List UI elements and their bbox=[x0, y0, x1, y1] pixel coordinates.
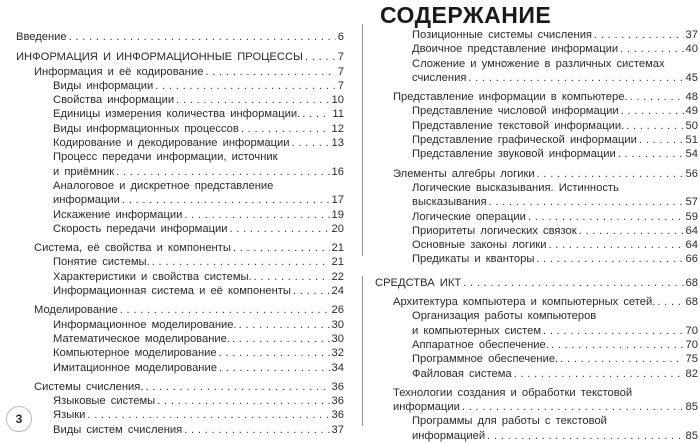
toc-entry-title: Информационная система и её компоненты bbox=[53, 285, 291, 298]
toc-entry-title: информации bbox=[393, 401, 460, 414]
toc-entry[interactable] bbox=[16, 380, 344, 394]
toc-entry-title: Характеристики и свойства системы. bbox=[53, 270, 252, 283]
toc-entry-title: Компьютерное моделирование bbox=[53, 347, 217, 360]
toc-entry-title: Языки bbox=[53, 409, 86, 422]
toc-entry-title: Кодирование и декодирование информации bbox=[53, 137, 290, 150]
toc-entry-title: Языковые системы bbox=[53, 395, 156, 408]
dot-leader bbox=[233, 241, 330, 255]
toc-entry-page: 40 bbox=[685, 43, 698, 56]
toc-entry-page: 57 bbox=[685, 196, 698, 209]
dot-leader bbox=[232, 332, 330, 346]
toc-entry[interactable] bbox=[375, 167, 698, 181]
toc-entry-page: 30 bbox=[331, 318, 344, 331]
toc-entry-page: 51 bbox=[685, 134, 698, 147]
dot-leader bbox=[184, 423, 329, 437]
toc-entry-title: Элементы алгебры логики bbox=[393, 167, 535, 180]
dot-leader bbox=[594, 28, 684, 42]
toc-entry-title: Приоритеты логических связок bbox=[412, 224, 577, 237]
toc-entry-title: Файловая система bbox=[412, 367, 512, 380]
dot-leader bbox=[116, 165, 329, 179]
toc-entry[interactable] bbox=[16, 332, 344, 346]
toc-entry-title: СРЕДСТВА ИКТ bbox=[375, 276, 462, 289]
toc-entry-title: Представление звуковой информации bbox=[412, 148, 616, 161]
dot-leader bbox=[487, 429, 683, 443]
toc-entry-page: 37 bbox=[685, 29, 698, 41]
toc-entry[interactable] bbox=[16, 50, 344, 64]
toc-entry[interactable] bbox=[16, 122, 344, 136]
toc-entry[interactable] bbox=[375, 309, 698, 338]
toc-entry[interactable] bbox=[375, 224, 698, 238]
toc-entry-title: Представление числовой информации bbox=[412, 105, 619, 118]
toc-entry-page: 36 bbox=[331, 380, 344, 393]
dot-leader bbox=[551, 338, 684, 352]
toc-entry-page: 64 bbox=[685, 224, 698, 237]
dot-leader bbox=[152, 255, 330, 269]
toc-entry-page: 34 bbox=[331, 361, 344, 374]
toc-entry-page: 82 bbox=[685, 367, 698, 380]
toc-entry-title: Введение bbox=[16, 31, 67, 43]
toc-entry[interactable] bbox=[375, 42, 698, 56]
toc-entry-title: Позиционные системы счисления bbox=[412, 29, 592, 41]
toc-entry[interactable] bbox=[16, 284, 344, 298]
toc-entry-title: Система, её свойства и компоненты bbox=[34, 242, 231, 255]
toc-entry-page: 19 bbox=[331, 208, 344, 221]
toc-entry[interactable] bbox=[375, 147, 698, 161]
dot-leader bbox=[302, 107, 330, 121]
dot-leader bbox=[219, 361, 330, 375]
toc-entry-page: 68 bbox=[685, 296, 698, 309]
toc-entry-page: 11 bbox=[332, 108, 344, 121]
toc-entry[interactable] bbox=[375, 28, 698, 42]
toc-entry-title: Виды систем счисления bbox=[53, 423, 183, 436]
dot-leader bbox=[145, 380, 329, 394]
toc-entry[interactable] bbox=[16, 346, 344, 360]
toc-entry-title: Сложение и умножение в различных системах bbox=[412, 57, 665, 70]
toc-entry-page: 30 bbox=[331, 332, 344, 345]
toc-entry-title: Математическое моделирование. bbox=[53, 332, 230, 345]
toc-entry-page: 6 bbox=[337, 31, 344, 43]
toc-entry-page: 21 bbox=[331, 256, 344, 269]
page-title: СОДЕРЖАНИЕ bbox=[380, 2, 552, 28]
toc-entry-title: и приёмник bbox=[53, 165, 115, 178]
column-divider bbox=[362, 276, 363, 426]
toc-entry-title: Аналоговое и дискретное представление bbox=[53, 179, 274, 192]
dot-leader bbox=[626, 119, 683, 133]
toc-entry[interactable] bbox=[375, 295, 698, 309]
toc-entry[interactable] bbox=[16, 303, 344, 317]
dot-leader bbox=[155, 79, 335, 93]
toc-entry-page: 48 bbox=[685, 91, 698, 104]
toc-entry[interactable] bbox=[16, 30, 344, 44]
dot-leader bbox=[157, 394, 329, 408]
toc-entry-page: 7 bbox=[337, 51, 344, 64]
dot-leader bbox=[254, 270, 330, 284]
dot-leader bbox=[630, 90, 684, 104]
toc-entry-page: 70 bbox=[685, 324, 698, 337]
dot-leader bbox=[462, 400, 684, 414]
toc-entry-title: Организация работы компьютеров bbox=[412, 310, 597, 323]
toc-entry-page: 54 bbox=[685, 148, 698, 161]
toc-entry[interactable] bbox=[375, 133, 698, 147]
toc-entry-page: 70 bbox=[685, 338, 698, 351]
toc-entry-title: Имитационное моделирование bbox=[53, 361, 217, 374]
dot-leader bbox=[537, 167, 684, 181]
dot-leader bbox=[560, 352, 683, 366]
dot-leader bbox=[548, 238, 683, 252]
dot-leader bbox=[122, 193, 330, 207]
dot-leader bbox=[621, 104, 684, 118]
toc-entry[interactable] bbox=[375, 414, 698, 443]
toc-entry[interactable] bbox=[375, 276, 698, 290]
toc-entry-title: Технологии создания и обработки текстовой bbox=[393, 386, 633, 399]
toc-entry-page: 50 bbox=[685, 119, 698, 132]
toc-entry-title: счисления bbox=[412, 71, 467, 84]
toc-entry-page: 22 bbox=[331, 270, 344, 283]
toc-entry-title: Свойства информации bbox=[53, 94, 175, 107]
toc-entry-title: Программное обеспечение. bbox=[412, 353, 559, 366]
toc-entry[interactable] bbox=[16, 241, 344, 255]
toc-entry-page: 49 bbox=[685, 105, 698, 118]
toc-entry-title: Информация и её кодирование bbox=[34, 65, 204, 78]
toc-entry[interactable] bbox=[16, 179, 344, 208]
toc-entry[interactable] bbox=[16, 208, 344, 222]
toc-entry[interactable] bbox=[16, 255, 344, 269]
toc-entry-page: 36 bbox=[331, 395, 344, 408]
dot-leader bbox=[536, 252, 683, 266]
toc-entry[interactable] bbox=[16, 222, 344, 236]
toc-entry-page: 85 bbox=[685, 429, 698, 442]
toc-entry-title: Системы счисления. bbox=[34, 380, 144, 393]
toc-entry-title: Информационное моделирование. bbox=[53, 318, 237, 331]
toc-entry-page: 12 bbox=[331, 122, 344, 135]
toc-entry-page: 36 bbox=[331, 409, 344, 422]
toc-entry-page: 16 bbox=[331, 165, 344, 178]
toc-entry-page: 32 bbox=[331, 347, 344, 360]
toc-entry-title: Виды информации bbox=[53, 79, 154, 92]
toc-entry-title: Единицы измерения количества информации. bbox=[53, 108, 301, 121]
dot-leader bbox=[176, 93, 329, 107]
toc-entry[interactable] bbox=[375, 104, 698, 118]
column-divider bbox=[362, 24, 363, 256]
toc-entry-page: 7 bbox=[337, 65, 344, 78]
dot-leader bbox=[579, 224, 684, 238]
dot-leader bbox=[620, 42, 683, 56]
toc-entry-title: Архитектура компьютера и компьютерных сетей. bbox=[393, 296, 656, 309]
toc-entry-page: 68 bbox=[685, 276, 698, 289]
toc-entry-page: 59 bbox=[685, 210, 698, 223]
dot-leader bbox=[468, 71, 683, 85]
toc-entry-title: Основные законы логики bbox=[412, 239, 547, 252]
dot-leader bbox=[87, 408, 329, 422]
toc-entry-page: 17 bbox=[331, 194, 344, 207]
dot-leader bbox=[543, 324, 684, 338]
toc-entry[interactable] bbox=[375, 338, 698, 352]
toc-entry-title: Логические операции bbox=[412, 210, 526, 223]
toc-entry-title: Программы для работы с текстовой bbox=[412, 415, 607, 428]
toc-left-column bbox=[16, 30, 344, 437]
toc-entry-page: 37 bbox=[331, 423, 344, 436]
toc-entry-page: 13 bbox=[331, 137, 344, 150]
toc-entry-title: и компьютерных систем bbox=[412, 324, 542, 337]
toc-entry-title: Представление текстовой информации. bbox=[412, 119, 625, 132]
toc-entry-title: Представление информации в компьютере. bbox=[393, 91, 628, 104]
toc-entry-title: высказывания bbox=[412, 196, 487, 209]
toc-entry[interactable] bbox=[375, 181, 698, 210]
toc-entry[interactable] bbox=[16, 423, 344, 437]
toc-entry[interactable] bbox=[16, 270, 344, 284]
toc-entry-page: 75 bbox=[685, 353, 698, 366]
toc-entry-page: 64 bbox=[685, 239, 698, 252]
toc-entry-title: ИНФОРМАЦИЯ И ИНФОРМАЦИОННЫЕ ПРОЦЕССЫ bbox=[16, 51, 303, 64]
toc-entry[interactable] bbox=[16, 318, 344, 332]
toc-entry-title: Моделирование bbox=[34, 304, 118, 317]
toc-entry-title: Скорость передачи информации bbox=[53, 222, 228, 235]
dot-leader bbox=[219, 346, 330, 360]
toc-entry-page: 24 bbox=[331, 285, 344, 298]
toc-right-column bbox=[375, 28, 698, 443]
toc-entry-title: Понятие системы. bbox=[53, 256, 150, 269]
toc-entry[interactable] bbox=[16, 107, 344, 121]
toc-entry-page: 10 bbox=[331, 94, 344, 107]
toc-entry-title: Представление графической информации bbox=[412, 134, 637, 147]
dot-leader bbox=[184, 208, 329, 222]
dot-leader bbox=[239, 318, 330, 332]
page-number: 3 bbox=[6, 406, 32, 432]
toc-entry-title: Процесс передачи информации, источник bbox=[53, 151, 278, 164]
toc-entry-page: 45 bbox=[685, 71, 698, 84]
dot-leader bbox=[305, 50, 336, 64]
toc-entry-page: 26 bbox=[331, 304, 344, 317]
toc-entry-title: информации bbox=[53, 194, 120, 207]
toc-entry[interactable] bbox=[375, 57, 698, 86]
toc-entry-title: Искажение информации bbox=[53, 208, 183, 221]
toc-entry-page: 21 bbox=[331, 242, 344, 255]
toc-entry-page: 7 bbox=[337, 79, 344, 92]
toc-entry[interactable] bbox=[375, 252, 698, 266]
toc-entry[interactable] bbox=[16, 394, 344, 408]
toc-entry[interactable] bbox=[16, 150, 344, 179]
dot-leader bbox=[205, 65, 335, 79]
toc-entry[interactable] bbox=[16, 408, 344, 422]
toc-entry-page: 56 bbox=[685, 167, 698, 180]
toc-entry[interactable] bbox=[375, 90, 698, 104]
toc-entry[interactable] bbox=[375, 352, 698, 366]
toc-entry-page: 66 bbox=[685, 253, 698, 266]
toc-entry[interactable] bbox=[375, 238, 698, 252]
dot-leader bbox=[69, 30, 336, 44]
toc-entry-title: Аппаратное обеспечение. bbox=[412, 338, 549, 351]
toc-entry-title: информацией bbox=[412, 429, 486, 442]
toc-entry[interactable] bbox=[16, 65, 344, 79]
dot-leader bbox=[120, 303, 330, 317]
toc-entry[interactable] bbox=[16, 361, 344, 375]
toc-entry[interactable] bbox=[375, 119, 698, 133]
dot-leader bbox=[657, 295, 683, 309]
dot-leader bbox=[639, 133, 684, 147]
dot-leader bbox=[489, 195, 684, 209]
toc-entry[interactable] bbox=[375, 386, 698, 415]
toc-entry[interactable] bbox=[375, 210, 698, 224]
toc-entry-title: Предикаты и кванторы bbox=[412, 253, 535, 266]
toc-entry-title: Двоичное представление информации bbox=[412, 43, 619, 56]
toc-entry[interactable] bbox=[375, 367, 698, 381]
toc-entry[interactable] bbox=[16, 93, 344, 107]
dot-leader bbox=[618, 147, 684, 161]
dot-leader bbox=[514, 367, 684, 381]
toc-entry-title: Логические высказывания. Истинность bbox=[412, 181, 619, 194]
toc-entry[interactable] bbox=[16, 79, 344, 93]
toc-entry-page: 85 bbox=[685, 401, 698, 414]
toc-entry-page: 20 bbox=[331, 222, 344, 235]
dot-leader bbox=[528, 210, 684, 224]
toc-entry-title: Виды информационных процессов bbox=[53, 122, 239, 135]
dot-leader bbox=[229, 222, 329, 236]
dot-leader bbox=[241, 122, 330, 136]
dot-leader bbox=[463, 276, 683, 290]
toc-entry[interactable] bbox=[16, 136, 344, 150]
dot-leader bbox=[292, 136, 330, 150]
dot-leader bbox=[293, 284, 330, 298]
